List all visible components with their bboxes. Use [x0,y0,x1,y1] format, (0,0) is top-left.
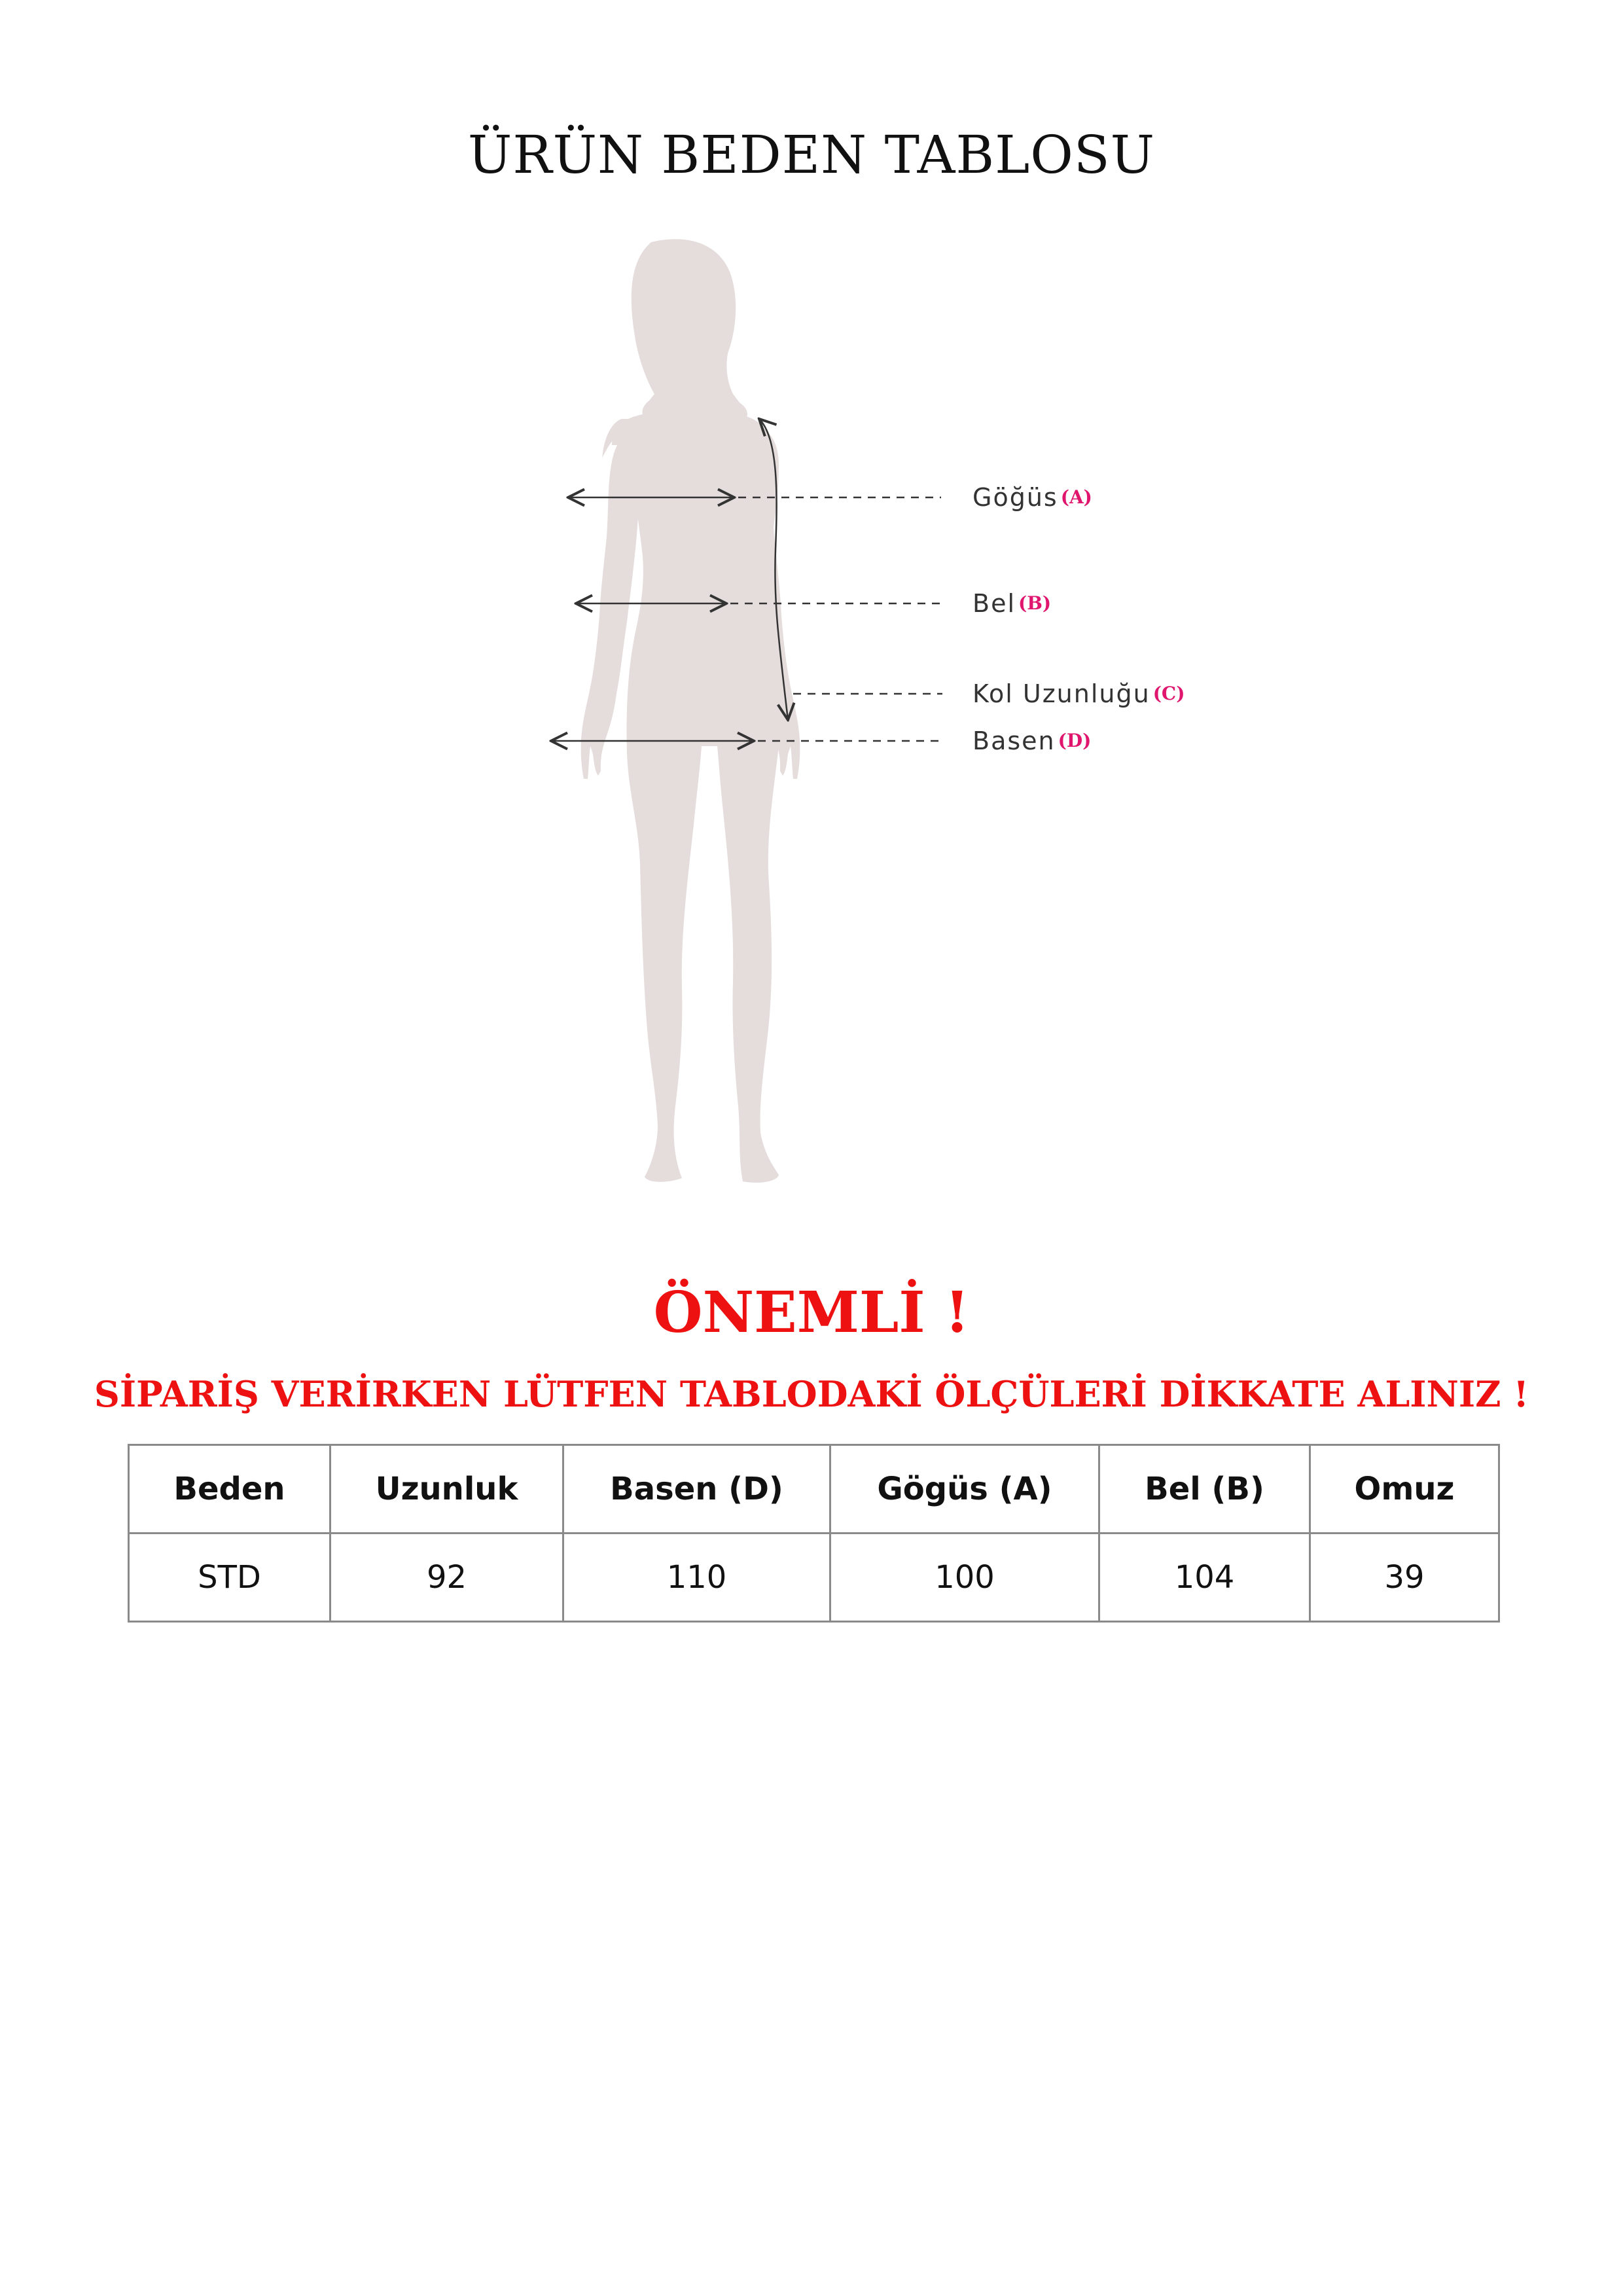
page-title: ÜRÜN BEDEN TABLOSU [467,124,1156,185]
order-warning-text: SİPARİŞ VERİRKEN LÜTFEN TABLODAKİ ÖLÇÜLERİ DİKKATE ALINIZ ! [94,1373,1529,1415]
measurement-label-chest: Göğüs (A) [972,483,1092,512]
cell-size: STD [129,1534,330,1622]
column-header-waist: Bel (B) [1099,1445,1310,1534]
measurement-label-arm-length: Kol Uzunluğu (C) [972,679,1185,708]
size-table [128,1444,1500,1623]
column-header-chest: Gögüs (A) [830,1445,1099,1534]
measurement-code-c: (C) [1152,683,1185,704]
table-header-row [129,1445,1499,1534]
measurement-code-d: (D) [1058,730,1092,751]
cell-chest: 100 [830,1534,1099,1622]
table-row [129,1534,1499,1622]
important-heading: ÖNEMLİ ! [653,1280,970,1346]
cell-shoulder: 39 [1310,1534,1499,1622]
woman-silhouette-figure [471,223,1257,1230]
column-header-length: Uzunluk [330,1445,563,1534]
measurement-code-a: (A) [1060,486,1092,508]
column-header-size: Beden [129,1445,330,1534]
silhouette-shape [581,239,800,1183]
cell-hips: 110 [563,1534,830,1622]
measurement-label-waist: Bel (B) [972,589,1052,618]
column-header-shoulder: Omuz [1310,1445,1499,1534]
measurement-code-b: (B) [1018,592,1052,614]
cell-length: 92 [330,1534,563,1622]
column-header-hips: Basen (D) [563,1445,830,1534]
body-measurement-diagram [471,223,1257,1230]
cell-waist: 104 [1099,1534,1310,1622]
measurement-label-hips: Basen (D) [972,726,1092,755]
